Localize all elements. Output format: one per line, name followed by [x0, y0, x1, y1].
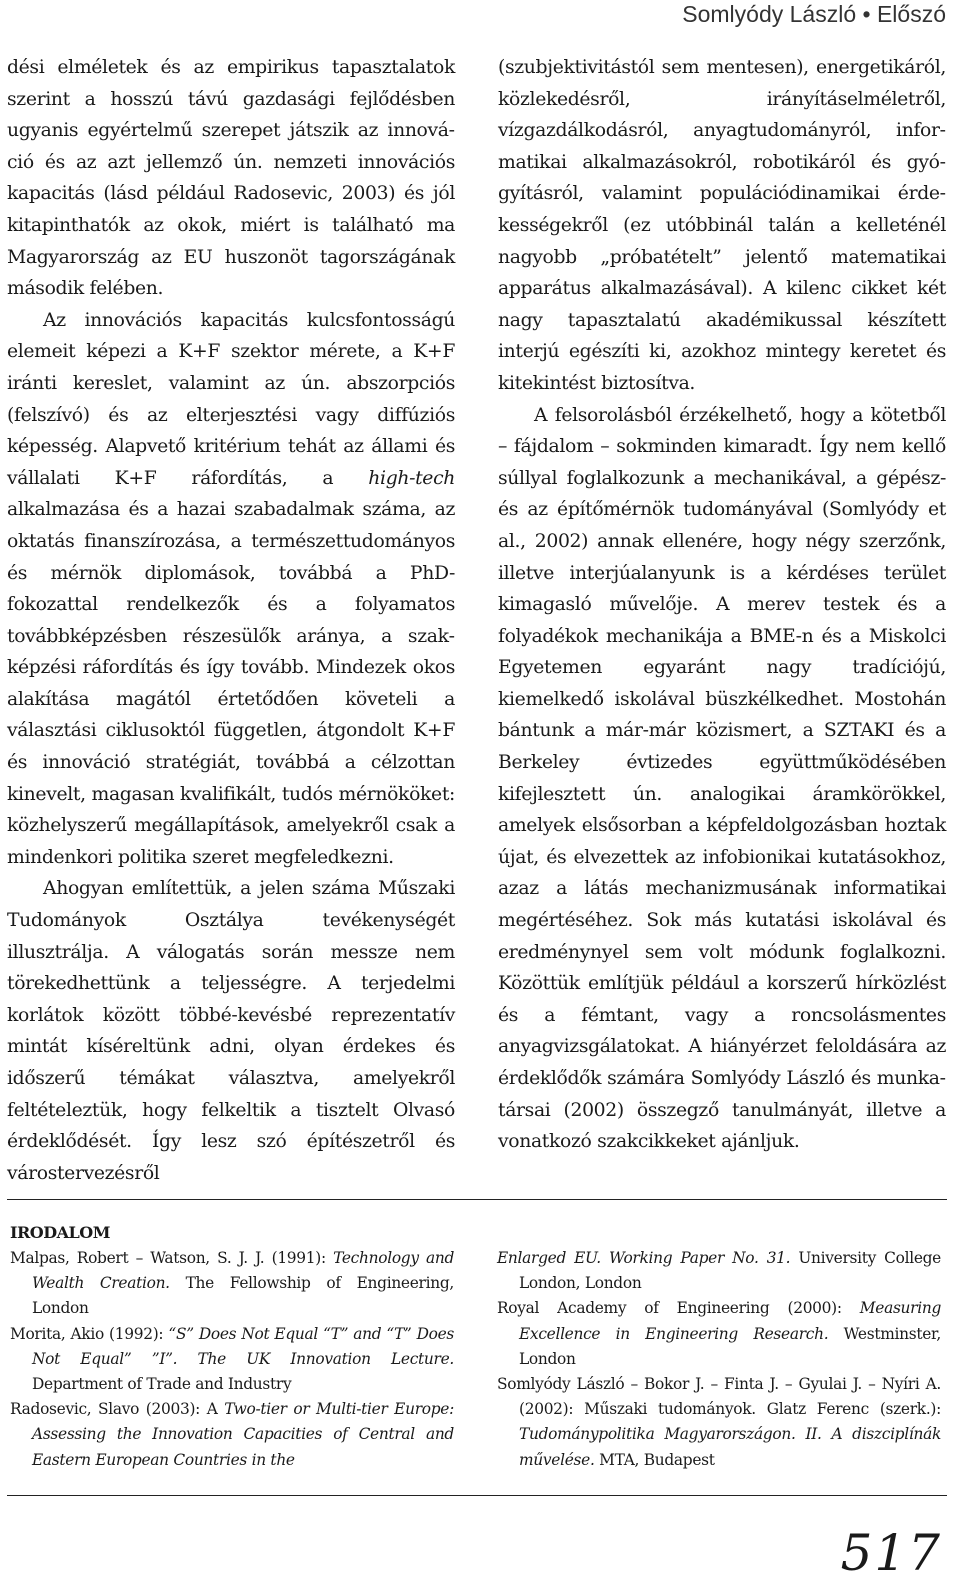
- paragraph: Ahogyan említettük, a jelen száma Műszaki Tudományok Osztálya tevékenységét illusztrálja. A válogatás során messze nem törekedhettünk a teljességre. A terjedelmi korlátok között többé-kevésbé reprezentatív mintát kíséreltünk adni, olyan érdekes és időszerű témákat választva, amelyekről feltételeztük, hogy felkeltik a tisztelt Olvasó érdeklődését. Így lesz szó építészetről és várostervezésről: [7, 878, 455, 1184]
- reference-item: [497, 1246, 941, 1296]
- italic-term: high-tech: [368, 467, 455, 489]
- divider: [7, 1199, 947, 1200]
- paragraph-text: alkalmazása és a hazai szabadalmak száma, az oktatás finanszírozása, a természettudományos és mérnök diplomások, továbbá a PhD-fokozattal rendelkezők és a folyamatos továbbképzésben részesülők aránya, a szakképzési ráfordítás és így tovább. Mindezek okos alakítása magától értetődően követeli a választási ciklusoktól független, átgondolt K+F és innováció stratégiát, továbbá a célzottan kinevelt, magasan kvalifikált, tudós mérnököket: közhelyszerű megállapítások, amelyekről csak a mindenkori politika szeret megfeledkezni.: [7, 499, 455, 868]
- paragraph: A felsorolásból érzékelhető, hogy a kötetből – fájdalom – sokminden kimaradt. Így nem kellő súllyal foglalkozunk a mechanikával, a gépész- és az építőmérnök tudományával (Somlyódy et al., 2002) annak ellenére, hogy négy szerzőnk, illetve interjúalanyunk is a kérdéses terület kimagasló művelője. A merev testek és a folyadékok mechanikája a BME-n és a Miskolci Egyetemen egyaránt nagy tradíciójú, kiemelkedő iskolával büszkélkedhet. Mostohán bántunk a már-már közismert, a SZTAKI és a Berkeley évtizedes együttműködésében kifejlesztett ún. analogikai áramkörökkel, amelyek elsősorban a képfeldolgozásban hoztak újat, és elvezettek az infobionikai kutatásokhoz, azaz a látás mechanizmusának informatikai megértéséhez. Sok más kutatási iskolával és eredménynyel sem volt módunk foglalkozni. Közöttük említjük például a korszerű hírközlést és a fémtant, vagy a roncsolásmentes anyagvizsgálatokat. A hiányérzet feloldására az érdeklődők számára Somlyódy László és munkatársai (2002) összegző tanulmányát, illetve a vonatkozó szakcikkeket ajánljuk.: [498, 404, 946, 1153]
- ref-text: Malpas, Robert – Watson, S. J. J. (1991):: [10, 1249, 334, 1267]
- reference-item: [497, 1372, 941, 1473]
- references-right: [497, 1246, 941, 1473]
- reference-item: [10, 1246, 454, 1322]
- ref-text: University College London, London: [519, 1249, 941, 1293]
- paragraph: dési elméletek és az empirikus tapasztalatok szerint a hosszú távú gazdasági fejlődésben ugyanis egyértelmű szerepet játszik az innováció és az azt jellemző ún. nemzeti innovációs kapacitás (lásd például Radosevic, 2003) és jól kitapinthatók az okok, miért is található ma Magyarország az EU huszonöt tagországának második felében.: [7, 57, 455, 300]
- ref-text: Morita, Akio (1992):: [10, 1324, 169, 1343]
- reference-item: [497, 1296, 941, 1372]
- running-header: Somlyódy László • Előszó: [682, 1, 946, 27]
- paragraph-text: Az innovációs kapacitás kulcsfontosságú elemeit képezi a K+F szektor mérete, a K+F iránti kereslet, valamint az ún. abszorpciós (felszívó) és az elterjesztési vagy diffúziós képesség. Alapvető kritérium tehát az állami és vállalati K+F ráfordítás, a: [7, 309, 455, 489]
- ref-title: Technology and Wealth Creation.: [32, 1249, 454, 1293]
- ref-title: Two-tier or Multi-tier Europe: Assessing the Innovation Capacities of Central and Eastern European Countries in the: [32, 1400, 454, 1469]
- divider: [7, 1495, 947, 1496]
- paragraph: [7, 305, 455, 874]
- ref-title: “S” Does Not Equal “T” and “T” Does Not Equal” ”I”. The UK Innovation Lecture.: [32, 1324, 454, 1368]
- reference-item: [10, 1397, 454, 1473]
- ref-text: Radosevic, Slavo (2003): A: [10, 1400, 225, 1419]
- left-column: [7, 52, 455, 1189]
- ref-title: Tudománypolitika Magyarországon. II. A diszciplínák művelése.: [519, 1425, 941, 1469]
- ref-title: Enlarged EU. Working Paper No. 31.: [497, 1249, 791, 1267]
- ref-title: Measuring Excellence in Engineering Research.: [519, 1299, 941, 1343]
- ref-text: Royal Academy of Engineering (2000):: [497, 1299, 860, 1318]
- ref-text: Department of Trade and Industry: [32, 1375, 292, 1394]
- paragraph: (szubjektivitástól sem mentesen), energetikáról, közlekedésről, irányításelméletről, vízgazdálkodásról, anyagtudományról, informatikai alkalmazásokról, robotikáról és gyógyításról, valamint populációdinamikai érdekességekről (ez utóbbinál talán a kelleténél nagyobb „próbatételt” jelentő matematikai apparátus alkalmazásával). A kilenc cikket két nagy tapasztalatú akadémikussal készített interjú egészíti ki, azokhoz mintegy keretet és kitekintést biztosítva.: [498, 57, 946, 394]
- references-left: [10, 1246, 454, 1473]
- page-number: 517: [840, 1524, 942, 1582]
- ref-text: Westminster, London: [519, 1324, 941, 1368]
- reference-item: [10, 1322, 454, 1398]
- ref-text: MTA, Budapest: [594, 1450, 715, 1469]
- ref-text: The Fellowship of Engineering, London: [32, 1274, 454, 1318]
- ref-text: Somlyódy László – Bokor J. – Finta J. – Gyulai J. – Nyíri A. (2002): Műszaki tudományok. Glatz Ferenc (szerk.):: [497, 1375, 941, 1419]
- references-heading: IRODALOM: [10, 1223, 110, 1242]
- right-column: [498, 52, 946, 1158]
